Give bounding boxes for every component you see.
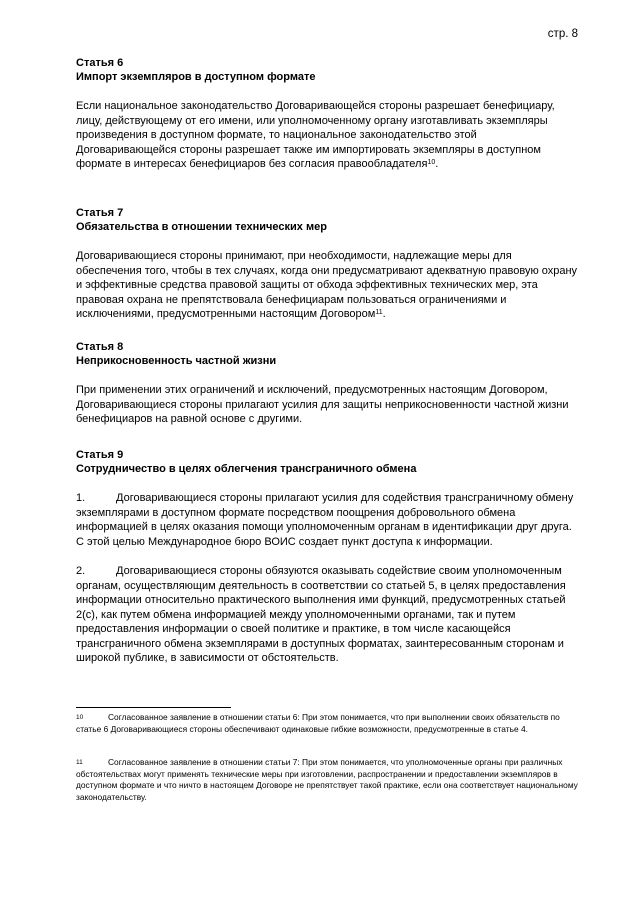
- footnote-divider: [76, 707, 231, 708]
- page-number: стр. 8: [547, 28, 578, 40]
- article-7: [76, 206, 580, 322]
- article-9-paragraph-2: [76, 564, 580, 666]
- footnote-10: [76, 712, 580, 735]
- article-6-heading: Статья 6: [76, 57, 124, 69]
- footnote-mark: 11: [76, 759, 83, 766]
- paragraph-text: Договаривающиеся стороны прилагают усилия для содействия трансграничному обмену экземплярами в доступном формате посредством поощрения добровольного обмена информацией в целях оказания помощи уполномоченным органам в идентификации друг друга. С этой целью Международное бюро ВОИС создает пункт доступа к информации.: [76, 492, 574, 548]
- article-8-title: Неприкосновенность частной жизни: [76, 355, 277, 367]
- paragraph-number: 2.: [76, 565, 86, 577]
- footnote-text: Согласованное заявление в отношении статьи 6: При этом понимается, что при выполнении своих обязательств по статье 6 Договаривающиеся стороны обеспечивают одинаковые гибкие возможности, предусмотренные в статье 4.: [76, 712, 560, 734]
- article-9: [76, 448, 580, 666]
- article-6-end: .: [435, 158, 439, 170]
- article-9-title: Сотрудничество в целях облегчения трансграничного обмена: [76, 463, 417, 475]
- article-8-text: При применении этих ограничений и исключений, предусмотренных настоящим Договором, Договаривающиеся стороны прилагают усилия для защиты неприкосновенности частной жизни бенефициаров на равной основе с другими.: [76, 384, 569, 425]
- article-6-title: Импорт экземпляров в доступном формате: [76, 71, 316, 83]
- footnote-ref-10[interactable]: 10: [427, 159, 436, 166]
- article-8: [76, 340, 580, 427]
- footnote-ref-11[interactable]: 11: [375, 309, 383, 316]
- article-7-title: Обязательства в отношении технических мер: [76, 221, 327, 233]
- article-7-end: .: [382, 308, 386, 320]
- article-9-heading: Статья 9: [76, 449, 124, 461]
- article-7-heading: Статья 7: [76, 207, 124, 219]
- article-7-text: [76, 249, 580, 322]
- article-7-body: Договаривающиеся стороны принимают, при необходимости, надлежащие меры для обеспечения того, чтобы в тех случаях, когда они предусматривают адекватную правовую охрану и эффективные средства правовой защиты от обхода эффективных технических мер, эта правовая охрана не препятствовала бенефициарам пользоваться ограничениями и исключениями, предусмотренными настоящим Договором: [76, 250, 578, 320]
- footnote-11: [76, 757, 580, 803]
- article-6-text: [76, 99, 580, 172]
- footnote-mark: 10: [76, 714, 84, 721]
- paragraph-text: Договаривающиеся стороны обязуются оказывать содействие своим уполномоченным органам, осуществляющим деятельность в соответствии со статьей 5, в целях предоставления информации относительно практического выполнения ими функций, предусмотренных статьей 2(с), как путем обмена информацией между уполномоченными органами, так и путем предоставления информации о своей политике и практике, в том числе касающейся трансграничного обмена экземплярами в доступных форматах, заинтересованным сторонам и широкой публике, в зависимости от обстоятельств.: [76, 565, 566, 664]
- article-6: [76, 56, 580, 172]
- paragraph-number: 1.: [76, 492, 86, 504]
- article-9-paragraph-1: [76, 491, 580, 549]
- footnote-text: Согласованное заявление в отношении статьи 7: При этом понимается, что уполномоченные органы при различных обстоятельствах могут применять технические меры при изготовлении, распространении и предоставлении экземпляров в доступном формате и что ничто в настоящем Договоре не препятствует такой практике, если она соответствует национальному законодательству.: [76, 757, 578, 802]
- article-6-body: Если национальное законодательство Договаривающейся стороны разрешает бенефициару, лицу, действующему от его имени, или уполномоченному органу изготавливать экземпляры произведения в доступном формате, то национальное законодательство этой Договаривающейся стороны разрешает также им импортировать экземпляры в доступном формате в интересах бенефициаров без согласия правообладателя: [76, 100, 555, 170]
- article-8-heading: Статья 8: [76, 341, 124, 353]
